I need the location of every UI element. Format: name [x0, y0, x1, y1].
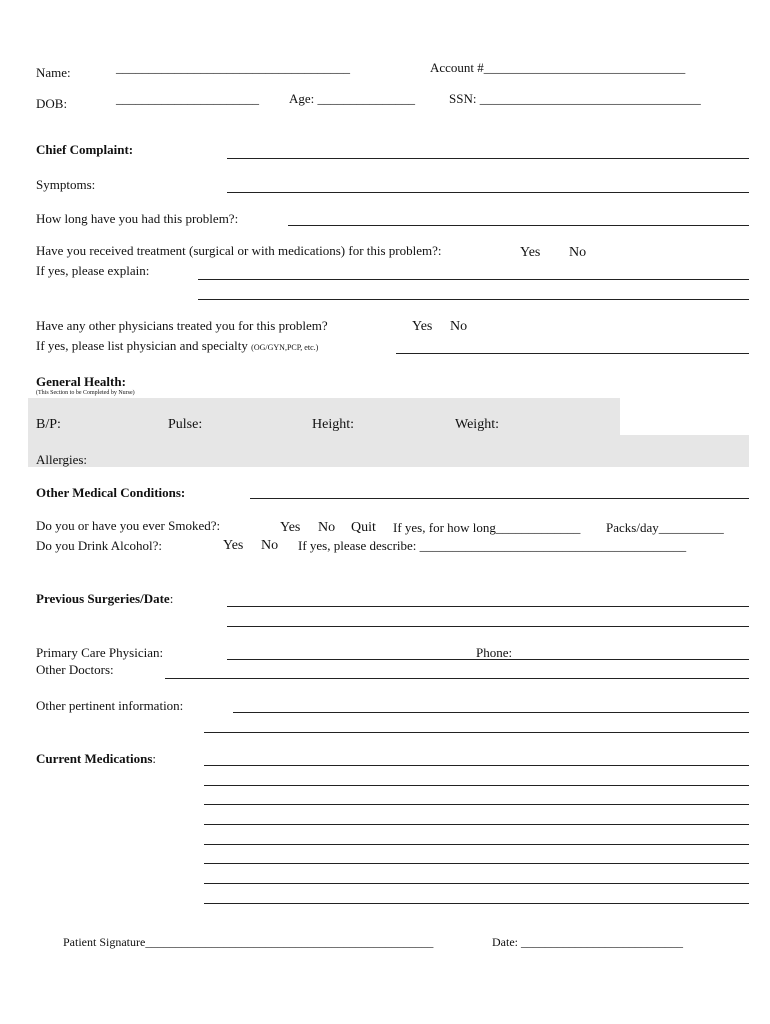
height-label: Height: — [312, 417, 354, 432]
phone-label: Phone: — [476, 645, 513, 660]
alcohol-yes-option[interactable]: Yes — [223, 538, 244, 553]
other-conditions-label: Other Medical Conditions: — [36, 485, 186, 500]
bp-label: B/P: — [36, 417, 61, 432]
medications-line-6[interactable] — [204, 863, 749, 864]
pertinent-info-label: Other pertinent information: — [36, 698, 184, 713]
previous-surgeries-label — [36, 592, 173, 605]
general-health-title: General Health: — [36, 374, 126, 389]
physicians-yes-option[interactable]: Yes — [412, 319, 433, 334]
current-medications-label — [36, 752, 156, 765]
physicians-no-option[interactable]: No — [450, 319, 468, 334]
chief-complaint-line[interactable] — [227, 158, 749, 159]
previous-surgeries-text: Previous Surgeries/Date — [36, 591, 170, 606]
account-line: _______________________________ — [483, 60, 686, 75]
account-field[interactable] — [430, 61, 685, 74]
medications-line-5[interactable] — [204, 844, 749, 845]
name-label: Name: — [36, 65, 71, 80]
nurse-note: (This Section to be Completed by Nurse) — [36, 390, 135, 396]
medications-line-3[interactable] — [204, 804, 749, 805]
explain-line-2[interactable] — [198, 299, 749, 300]
smoked-quit-option[interactable]: Quit — [351, 520, 376, 535]
symptoms-label: Symptoms: — [36, 177, 96, 192]
other-doctors-label: Other Doctors: — [36, 662, 114, 677]
treatment-no-option[interactable]: No — [569, 245, 587, 260]
list-physicians-label — [36, 339, 318, 352]
medications-line-8[interactable] — [204, 903, 749, 904]
pertinent-line-1[interactable] — [233, 712, 749, 713]
medications-line-4[interactable] — [204, 824, 749, 825]
other-conditions-line[interactable] — [250, 498, 749, 499]
packs-per-day-field[interactable]: Packs/day__________ — [606, 520, 724, 535]
dob-field[interactable]: ______________________ — [116, 91, 259, 106]
other-doctors-line[interactable] — [165, 678, 749, 679]
pertinent-line-2[interactable] — [204, 732, 749, 733]
medications-line-2[interactable] — [204, 785, 749, 786]
date-field[interactable]: Date: ___________________________ — [492, 935, 683, 949]
dob-label: DOB: — [36, 96, 68, 111]
smoked-yes-option[interactable]: Yes — [280, 520, 301, 535]
list-physicians-note: (OG/GYN,PCP, etc.) — [251, 343, 319, 352]
weight-label: Weight: — [455, 417, 499, 432]
how-long-label: How long have you had this problem?: — [36, 211, 239, 226]
treatment-yes-option[interactable]: Yes — [520, 245, 541, 260]
signature-label: Patient Signature — [63, 935, 146, 949]
pcp-label: Primary Care Physician: — [36, 645, 164, 660]
alcohol-question: Do you Drink Alcohol?: — [36, 538, 163, 553]
medications-line-7[interactable] — [204, 883, 749, 884]
alcohol-describe-field[interactable]: If yes, please describe: _________________________________________ — [298, 538, 687, 553]
name-field[interactable]: ____________________________________ — [116, 60, 350, 75]
signature-line: ________________________________________________ — [145, 935, 434, 949]
current-medications-text: Current Medications — [36, 751, 153, 766]
alcohol-no-option[interactable]: No — [261, 538, 279, 553]
how-long-line[interactable] — [288, 225, 749, 226]
explain-label: If yes, please explain: — [36, 263, 150, 278]
pulse-label: Pulse: — [168, 417, 203, 432]
patient-signature-field[interactable] — [63, 936, 433, 948]
account-label: Account # — [430, 60, 484, 75]
allergies-label: Allergies: — [36, 452, 88, 467]
treatment-question: Have you received treatment (surgical or with medications) for this problem?: — [36, 243, 442, 258]
surgeries-line-2[interactable] — [227, 626, 749, 627]
allergies-band — [28, 435, 749, 467]
symptoms-line[interactable] — [227, 192, 749, 193]
list-physicians-text: If yes, please list physician and specialty — [36, 338, 248, 353]
explain-line-1[interactable] — [198, 279, 749, 280]
chief-complaint-label: Chief Complaint: — [36, 142, 134, 157]
current-medications-colon: : — [152, 751, 157, 766]
physicians-question: Have any other physicians treated you for this problem? — [36, 318, 328, 333]
ssn-field[interactable]: SSN: __________________________________ — [449, 91, 701, 106]
smoked-question: Do you or have you ever Smoked?: — [36, 518, 221, 533]
medications-line-1[interactable] — [204, 765, 749, 766]
list-physicians-line[interactable] — [396, 353, 749, 354]
previous-surgeries-colon: : — [169, 591, 174, 606]
surgeries-line-1[interactable] — [227, 606, 749, 607]
smoked-how-long-field[interactable]: If yes, for how long_____________ — [393, 520, 581, 535]
age-field[interactable]: Age: _______________ — [289, 91, 416, 106]
smoked-no-option[interactable]: No — [318, 520, 336, 535]
